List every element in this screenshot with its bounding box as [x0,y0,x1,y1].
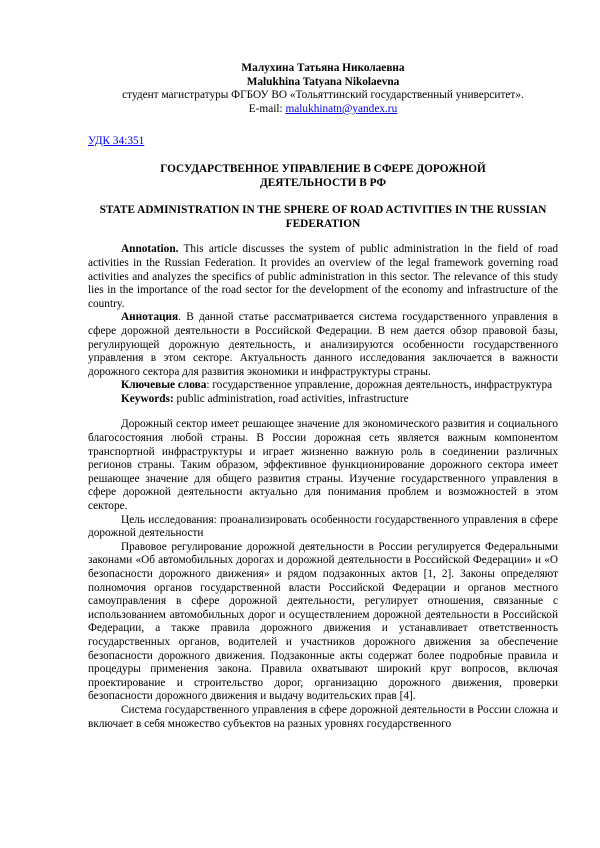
body-paragraph: Дорожный сектор имеет решающее значение для экономического развития и социального благосостояния любой страны. В России дорожная сеть является важным компонентом транспортной инфраструктуры и играет жизненно важную роль в соединении различных регионов страны. Таким образом, эффективное функционирование дорожного сектора имеет решающее значение для общего развития страны. Изучение государственного управления в сфере дорожной деятельности актуально для понимания проблем и возможностей в этом секторе. [88,418,558,513]
keywords-en [88,393,558,407]
body-paragraph: Цель исследования: проанализировать особенности государственного управления в сфере дорожной деятельности [88,513,558,540]
author-name-ru: Малухина Татьяна Николаевна [241,62,405,74]
author-name-en: Malukhina Tatyana Nikolaevna [246,75,400,88]
keywords-ru-text: : государственное управление, дорожная деятельность, инфраструктура [206,379,553,392]
paper-page [88,0,558,731]
author-email-line [88,103,558,117]
udk-link[interactable]: УДК 34:351 [88,135,145,148]
annotation-ru-text: . В данной статье рассматривается система государственного управления в сфере дорожной деятельности в Российской Федерации. В нем дается обзор правовой базы, регулирующей дорожную деятельность, и анализируются особенности государственного управления в этом секторе. Актуальность данного исследования заключается в важности дорожного сектора для развития экономики и инфраструктуры страны. [88,311,558,378]
keywords-ru-label: Ключевые слова [121,379,207,392]
body-paragraph: Правовое регулирование дорожной деятельности в России регулируется Федеральными законами «Об автомобильных дорогах и дорожной деятельности в Российской Федерации» и «О безопасности дорожного движения» и рядом подзаконных актов [1, 2]. Законы определяют полномочия органов государственной власти Российской Федерации и органов местного самоуправления в сфере дорожной деятельности, регулирует отношения, связанные с использованием автомобильных дорог и осуществлением дорожной деятельности в Российской Федерации, а также правила дорожного движения и устанавливает ответственность государственных органов, водителей и участников дорожного движения за обеспечение безопасности дорожного движения. Подзаконные акты содержат более подробные правила и процедуры применения закона. Правила охватывают широкий круг вопросов, включая проектирование и строительство дорог, организацию дорожного движения, проверки безопасности дорожного движения и выдачу водительских прав [4]. [88,540,558,703]
annotation-en-label: Annotation. [121,243,179,256]
author-affiliation: студент магистратуры ФГБОУ ВО «Тольяттинский государственный университет». [122,89,524,102]
body-paragraph: Система государственного управления в сфере дорожной деятельности в России сложна и включает в себя множество субъектов на разных уровнях государственного [88,703,558,730]
keywords-en-text: public administration, road activities, infrastructure [173,392,409,405]
keywords-en-label: Keywords: [121,392,174,405]
annotation-en [88,243,558,311]
annotation-en-text: This article discusses the system of public administration in the field of road activities in the Russian Federation. It provides an overview of the legal framework governing road activities and analyzes the specifics of public administration in this sector. The relevance of this study lies in the importance of the road sector for the development of the economy and infrastructure of the country. [88,243,558,310]
annotation-ru [88,311,558,379]
email-link[interactable]: malukhinatn@yandex.ru [285,102,398,115]
keywords-ru [88,379,558,393]
annotation-ru-label: Аннотация [121,311,179,324]
udk-line [88,135,558,149]
title-en: STATE ADMINISTRATION IN THE SPHERE OF ROAD ACTIVITIES IN THE RUSSIAN FEDERATION [99,204,547,230]
title-ru: ГОСУДАРСТВЕННОЕ УПРАВЛЕНИЕ В СФЕРЕ ДОРОЖНОЙ ДЕЯТЕЛЬНОСТИ В РФ [160,162,486,189]
email-label: E-mail: [248,102,283,115]
